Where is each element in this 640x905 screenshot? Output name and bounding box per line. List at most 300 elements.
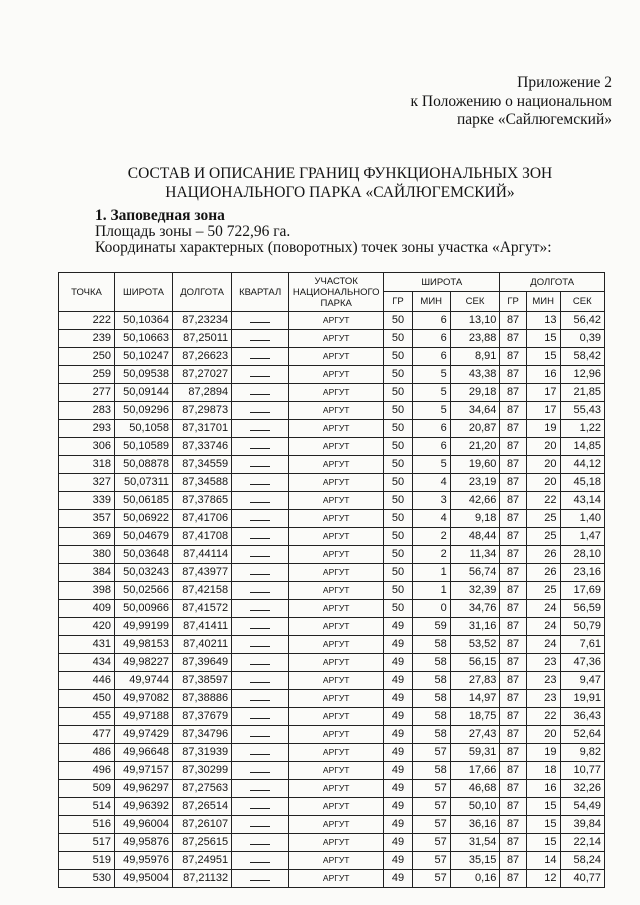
cell-lat-sec: 34,76 xyxy=(450,600,500,618)
cell-lat-sec: 56,74 xyxy=(450,564,500,582)
cell-lat-deg: 49 xyxy=(384,690,413,708)
cell-lon: 87,37865 xyxy=(173,492,232,510)
cell-lon-min: 23 xyxy=(526,690,560,708)
cell-lon-min: 16 xyxy=(526,780,560,798)
cell-lat-min: 58 xyxy=(412,690,450,708)
cell-park-section: АРГУТ xyxy=(289,510,384,528)
cell-lat-deg: 50 xyxy=(384,600,413,618)
cell-lon-sec: 1,40 xyxy=(560,510,604,528)
cell-quarter xyxy=(232,582,289,600)
dash-mark xyxy=(250,638,270,647)
cell-quarter xyxy=(232,708,289,726)
cell-lon: 87,24951 xyxy=(173,852,232,870)
table-row xyxy=(59,600,605,618)
cell-lon-min: 15 xyxy=(526,834,560,852)
cell-lat-sec: 11,34 xyxy=(450,546,500,564)
appendix-line-3: парке «Сайлюгемский» xyxy=(457,111,612,128)
cell-lat: 50,06922 xyxy=(114,510,172,528)
cell-quarter xyxy=(232,618,289,636)
cell-lon-min: 22 xyxy=(526,708,560,726)
cell-lon-sec: 23,16 xyxy=(560,564,604,582)
header-lat-group: ШИРОТА xyxy=(384,273,500,292)
cell-lat-sec: 27,83 xyxy=(450,672,500,690)
cell-lat-deg: 49 xyxy=(384,834,413,852)
cell-lat-min: 5 xyxy=(412,456,450,474)
cell-point: 516 xyxy=(59,816,115,834)
cell-lat-min: 57 xyxy=(412,834,450,852)
cell-park-section: АРГУТ xyxy=(289,852,384,870)
cell-lat-min: 57 xyxy=(412,744,450,762)
cell-point: 293 xyxy=(59,420,115,438)
cell-lon: 87,25011 xyxy=(173,330,232,348)
cell-lat-deg: 49 xyxy=(384,816,413,834)
cell-lat: 49,98153 xyxy=(114,636,172,654)
dash-mark xyxy=(250,314,270,323)
cell-lat-deg: 50 xyxy=(384,384,413,402)
cell-lon-sec: 14,85 xyxy=(560,438,604,456)
cell-lon-sec: 52,64 xyxy=(560,726,604,744)
cell-lat: 49,99199 xyxy=(114,618,172,636)
table-row xyxy=(59,366,605,384)
cell-park-section: АРГУТ xyxy=(289,816,384,834)
cell-lon-sec: 9,82 xyxy=(560,744,604,762)
cell-lat-min: 57 xyxy=(412,798,450,816)
header-lat-min: МИН xyxy=(412,292,450,312)
cell-lon-deg: 87 xyxy=(500,690,526,708)
cell-lon-sec: 50,79 xyxy=(560,618,604,636)
cell-point: 431 xyxy=(59,636,115,654)
cell-lat-deg: 49 xyxy=(384,672,413,690)
table-row xyxy=(59,456,605,474)
cell-lon-sec: 54,49 xyxy=(560,798,604,816)
cell-lon-sec: 19,91 xyxy=(560,690,604,708)
cell-quarter xyxy=(232,492,289,510)
cell-lon-sec: 40,77 xyxy=(560,870,604,888)
table-row xyxy=(59,528,605,546)
dash-mark xyxy=(250,512,270,521)
cell-park-section: АРГУТ xyxy=(289,798,384,816)
cell-park-section: АРГУТ xyxy=(289,492,384,510)
cell-lon-min: 22 xyxy=(526,492,560,510)
dash-mark xyxy=(250,440,270,449)
cell-lon-sec: 0,39 xyxy=(560,330,604,348)
cell-park-section: АРГУТ xyxy=(289,690,384,708)
section-reserve-zone xyxy=(95,208,552,256)
cell-lon-sec: 10,77 xyxy=(560,762,604,780)
cell-point: 509 xyxy=(59,780,115,798)
cell-lat-min: 6 xyxy=(412,312,450,330)
cell-lat-sec: 42,66 xyxy=(450,492,500,510)
cell-lat-min: 6 xyxy=(412,330,450,348)
cell-lat: 49,9744 xyxy=(114,672,172,690)
cell-lat: 50,04679 xyxy=(114,528,172,546)
cell-lat: 50,10247 xyxy=(114,348,172,366)
cell-quarter xyxy=(232,636,289,654)
cell-lat: 50,03648 xyxy=(114,546,172,564)
cell-quarter xyxy=(232,510,289,528)
cell-park-section: АРГУТ xyxy=(289,528,384,546)
cell-lat-sec: 8,91 xyxy=(450,348,500,366)
cell-lat: 49,95876 xyxy=(114,834,172,852)
cell-lat-sec: 23,19 xyxy=(450,474,500,492)
cell-quarter xyxy=(232,456,289,474)
cell-lon: 87,25615 xyxy=(173,834,232,852)
cell-lat-sec: 43,38 xyxy=(450,366,500,384)
cell-lon-deg: 87 xyxy=(500,456,526,474)
cell-lat: 49,96297 xyxy=(114,780,172,798)
cell-lon-sec: 17,69 xyxy=(560,582,604,600)
cell-point: 250 xyxy=(59,348,115,366)
cell-quarter xyxy=(232,852,289,870)
dash-mark xyxy=(250,764,270,773)
cell-lon: 87,27027 xyxy=(173,366,232,384)
cell-point: 327 xyxy=(59,474,115,492)
cell-lon-sec: 44,12 xyxy=(560,456,604,474)
cell-point: 409 xyxy=(59,600,115,618)
dash-mark xyxy=(250,854,270,863)
cell-lat-deg: 50 xyxy=(384,456,413,474)
cell-point: 420 xyxy=(59,618,115,636)
cell-lat-deg: 49 xyxy=(384,870,413,888)
cell-point: 357 xyxy=(59,510,115,528)
cell-park-section: АРГУТ xyxy=(289,744,384,762)
cell-park-section: АРГУТ xyxy=(289,834,384,852)
cell-lat-deg: 49 xyxy=(384,852,413,870)
cell-lon-min: 18 xyxy=(526,762,560,780)
cell-lat: 50,10663 xyxy=(114,330,172,348)
cell-lat-deg: 50 xyxy=(384,474,413,492)
cell-lon-deg: 87 xyxy=(500,474,526,492)
cell-lon-min: 19 xyxy=(526,420,560,438)
cell-lon: 87,27563 xyxy=(173,780,232,798)
dash-mark xyxy=(250,602,270,611)
cell-lat-deg: 50 xyxy=(384,510,413,528)
cell-lat-min: 57 xyxy=(412,780,450,798)
cell-point: 306 xyxy=(59,438,115,456)
cell-lat-sec: 9,18 xyxy=(450,510,500,528)
cell-lat: 49,96392 xyxy=(114,798,172,816)
cell-lon-deg: 87 xyxy=(500,636,526,654)
cell-lat-min: 6 xyxy=(412,420,450,438)
cell-lon-sec: 36,43 xyxy=(560,708,604,726)
cell-point: 519 xyxy=(59,852,115,870)
cell-lat-min: 6 xyxy=(412,438,450,456)
cell-park-section: АРГУТ xyxy=(289,870,384,888)
cell-lat-min: 2 xyxy=(412,528,450,546)
header-lon-group: ДОЛГОТА xyxy=(500,273,605,292)
cell-lat-min: 58 xyxy=(412,654,450,672)
cell-lat-deg: 49 xyxy=(384,780,413,798)
appendix-line-1: Приложение 2 xyxy=(517,74,612,91)
table-row xyxy=(59,402,605,420)
cell-lat-deg: 50 xyxy=(384,438,413,456)
cell-lat: 50,03243 xyxy=(114,564,172,582)
cell-lon: 87,43977 xyxy=(173,564,232,582)
cell-park-section: АРГУТ xyxy=(289,618,384,636)
cell-lat-sec: 46,68 xyxy=(450,780,500,798)
cell-point: 380 xyxy=(59,546,115,564)
cell-lat-deg: 50 xyxy=(384,312,413,330)
cell-lat-deg: 49 xyxy=(384,744,413,762)
cell-lon-deg: 87 xyxy=(500,330,526,348)
header-lon: ДОЛГОТА xyxy=(173,273,232,312)
cell-lat: 49,96004 xyxy=(114,816,172,834)
dash-mark xyxy=(250,422,270,431)
cell-lat-deg: 50 xyxy=(384,366,413,384)
cell-lat-min: 1 xyxy=(412,582,450,600)
cell-quarter xyxy=(232,366,289,384)
cell-point: 450 xyxy=(59,690,115,708)
cell-lon-min: 17 xyxy=(526,402,560,420)
cell-lon-deg: 87 xyxy=(500,726,526,744)
cell-lat-sec: 53,52 xyxy=(450,636,500,654)
cell-lat-sec: 48,44 xyxy=(450,528,500,546)
cell-park-section: АРГУТ xyxy=(289,438,384,456)
cell-lon: 87,33746 xyxy=(173,438,232,456)
table-row xyxy=(59,330,605,348)
cell-lat-sec: 0,16 xyxy=(450,870,500,888)
cell-lat-deg: 50 xyxy=(384,402,413,420)
cell-point: 434 xyxy=(59,654,115,672)
cell-lon: 87,23234 xyxy=(173,312,232,330)
cell-lon: 87,26107 xyxy=(173,816,232,834)
cell-lat-min: 58 xyxy=(412,672,450,690)
cell-lon-deg: 87 xyxy=(500,546,526,564)
cell-lat-sec: 17,66 xyxy=(450,762,500,780)
cell-quarter xyxy=(232,816,289,834)
cell-lon-deg: 87 xyxy=(500,780,526,798)
cell-lat-deg: 50 xyxy=(384,330,413,348)
cell-lon-min: 15 xyxy=(526,816,560,834)
cell-lon-deg: 87 xyxy=(500,834,526,852)
cell-park-section: АРГУТ xyxy=(289,708,384,726)
table-row xyxy=(59,708,605,726)
cell-lat: 49,95004 xyxy=(114,870,172,888)
cell-lat-deg: 49 xyxy=(384,726,413,744)
cell-lon-deg: 87 xyxy=(500,564,526,582)
cell-lat-min: 58 xyxy=(412,708,450,726)
header-lat-deg: ГР xyxy=(384,292,413,312)
dash-mark xyxy=(250,386,270,395)
cell-point: 486 xyxy=(59,744,115,762)
header-lon-sec: СЕК xyxy=(560,292,604,312)
cell-lat-sec: 35,15 xyxy=(450,852,500,870)
dash-mark xyxy=(250,530,270,539)
cell-lon-deg: 87 xyxy=(500,600,526,618)
cell-lon-min: 20 xyxy=(526,438,560,456)
cell-lon-sec: 58,24 xyxy=(560,852,604,870)
cell-quarter xyxy=(232,438,289,456)
dash-mark xyxy=(250,620,270,629)
cell-lat: 50,09538 xyxy=(114,366,172,384)
table-row xyxy=(59,816,605,834)
cell-lat-sec: 36,16 xyxy=(450,816,500,834)
cell-lat-min: 57 xyxy=(412,816,450,834)
cell-lat-min: 57 xyxy=(412,870,450,888)
cell-park-section: АРГУТ xyxy=(289,654,384,672)
cell-lon-deg: 87 xyxy=(500,366,526,384)
cell-lon: 87,41572 xyxy=(173,600,232,618)
dash-mark xyxy=(250,584,270,593)
cell-lon: 87,26623 xyxy=(173,348,232,366)
cell-quarter xyxy=(232,348,289,366)
cell-lon-sec: 9,47 xyxy=(560,672,604,690)
cell-lon-sec: 47,36 xyxy=(560,654,604,672)
cell-lat: 50,00966 xyxy=(114,600,172,618)
cell-lon-sec: 45,18 xyxy=(560,474,604,492)
table-row xyxy=(59,546,605,564)
table-row xyxy=(59,438,605,456)
cell-lat-deg: 49 xyxy=(384,708,413,726)
cell-park-section: АРГУТ xyxy=(289,780,384,798)
cell-lon: 87,29873 xyxy=(173,402,232,420)
cell-lon-deg: 87 xyxy=(500,744,526,762)
cell-park-section: АРГУТ xyxy=(289,564,384,582)
cell-lon-min: 26 xyxy=(526,564,560,582)
appendix-line-2: к Положению о национальном xyxy=(410,92,612,110)
cell-lat-deg: 49 xyxy=(384,636,413,654)
cell-point: 283 xyxy=(59,402,115,420)
cell-lon-deg: 87 xyxy=(500,582,526,600)
cell-lat-deg: 49 xyxy=(384,654,413,672)
cell-lon-min: 24 xyxy=(526,636,560,654)
cell-lon-min: 19 xyxy=(526,744,560,762)
dash-mark xyxy=(250,566,270,575)
cell-lat: 50,09144 xyxy=(114,384,172,402)
table-row xyxy=(59,744,605,762)
cell-lat-sec: 21,20 xyxy=(450,438,500,456)
cell-point: 398 xyxy=(59,582,115,600)
table-row xyxy=(59,798,605,816)
table-row xyxy=(59,474,605,492)
cell-lon: 87,44114 xyxy=(173,546,232,564)
cell-lon: 87,41708 xyxy=(173,528,232,546)
cell-lon-sec: 43,14 xyxy=(560,492,604,510)
cell-lat-sec: 32,39 xyxy=(450,582,500,600)
table-row xyxy=(59,654,605,672)
cell-lat-deg: 49 xyxy=(384,798,413,816)
cell-lat: 49,97429 xyxy=(114,726,172,744)
cell-lat-sec: 50,10 xyxy=(450,798,500,816)
dash-mark xyxy=(250,836,270,845)
cell-lat-sec: 56,15 xyxy=(450,654,500,672)
cell-quarter xyxy=(232,744,289,762)
cell-lat: 50,07311 xyxy=(114,474,172,492)
cell-point: 369 xyxy=(59,528,115,546)
cell-lat-sec: 19,60 xyxy=(450,456,500,474)
cell-lat-min: 59 xyxy=(412,618,450,636)
table-row xyxy=(59,834,605,852)
cell-lon-deg: 87 xyxy=(500,870,526,888)
cell-park-section: АРГУТ xyxy=(289,636,384,654)
cell-quarter xyxy=(232,726,289,744)
table-row xyxy=(59,384,605,402)
cell-lon-min: 23 xyxy=(526,672,560,690)
table-row xyxy=(59,726,605,744)
dash-mark xyxy=(250,476,270,485)
cell-lat: 50,10364 xyxy=(114,312,172,330)
cell-park-section: АРГУТ xyxy=(289,330,384,348)
cell-lon-min: 26 xyxy=(526,546,560,564)
cell-point: 239 xyxy=(59,330,115,348)
cell-point: 517 xyxy=(59,834,115,852)
cell-park-section: АРГУТ xyxy=(289,600,384,618)
cell-lat-sec: 31,16 xyxy=(450,618,500,636)
cell-lat-deg: 49 xyxy=(384,762,413,780)
cell-lon-min: 13 xyxy=(526,312,560,330)
cell-quarter xyxy=(232,384,289,402)
dash-mark xyxy=(250,674,270,683)
title-line-1: СОСТАВ И ОПИСАНИЕ ГРАНИЦ ФУНКЦИОНАЛЬНЫХ ЗОН xyxy=(127,165,553,182)
cell-lon-min: 15 xyxy=(526,798,560,816)
dash-mark xyxy=(250,404,270,413)
cell-lat-sec: 31,54 xyxy=(450,834,500,852)
cell-point: 384 xyxy=(59,564,115,582)
cell-park-section: АРГУТ xyxy=(289,726,384,744)
cell-point: 318 xyxy=(59,456,115,474)
cell-quarter xyxy=(232,402,289,420)
cell-point: 277 xyxy=(59,384,115,402)
cell-point: 455 xyxy=(59,708,115,726)
cell-quarter xyxy=(232,870,289,888)
cell-lon-deg: 87 xyxy=(500,384,526,402)
cell-park-section: АРГУТ xyxy=(289,384,384,402)
cell-lon-min: 12 xyxy=(526,870,560,888)
table-row xyxy=(59,312,605,330)
cell-quarter xyxy=(232,654,289,672)
cell-point: 222 xyxy=(59,312,115,330)
table-row xyxy=(59,762,605,780)
cell-lat: 49,95976 xyxy=(114,852,172,870)
cell-lon-sec: 56,42 xyxy=(560,312,604,330)
cell-lat-min: 58 xyxy=(412,726,450,744)
cell-lat-min: 2 xyxy=(412,546,450,564)
cell-lon: 87,38886 xyxy=(173,690,232,708)
cell-quarter xyxy=(232,312,289,330)
cell-park-section: АРГУТ xyxy=(289,456,384,474)
cell-lat-deg: 50 xyxy=(384,546,413,564)
cell-lat: 50,08878 xyxy=(114,456,172,474)
cell-lat-sec: 20,87 xyxy=(450,420,500,438)
title-line-2: НАЦИОНАЛЬНОГО ПАРКА «САЙЛЮГЕМСКИЙ» xyxy=(165,184,515,201)
cell-lat: 50,02566 xyxy=(114,582,172,600)
section-heading: 1. Заповедная зона xyxy=(95,207,225,224)
cell-lon: 87,31701 xyxy=(173,420,232,438)
zone-area: Площадь зоны – 50 722,96 га. xyxy=(95,223,291,240)
cell-lat-sec: 59,31 xyxy=(450,744,500,762)
header-lat-sec: СЕК xyxy=(450,292,500,312)
cell-lon: 87,34559 xyxy=(173,456,232,474)
cell-park-section: АРГУТ xyxy=(289,474,384,492)
cell-lon-deg: 87 xyxy=(500,708,526,726)
cell-park-section: АРГУТ xyxy=(289,312,384,330)
cell-lon-sec: 28,10 xyxy=(560,546,604,564)
cell-lon-min: 20 xyxy=(526,474,560,492)
cell-lat-sec: 14,97 xyxy=(450,690,500,708)
cell-lat-min: 0 xyxy=(412,600,450,618)
cell-lon-sec: 12,96 xyxy=(560,366,604,384)
appendix-header xyxy=(411,74,613,130)
cell-lat-min: 5 xyxy=(412,402,450,420)
cell-lon-min: 20 xyxy=(526,726,560,744)
header-point: ТОЧКА xyxy=(59,273,115,312)
cell-quarter xyxy=(232,690,289,708)
cell-lon: 87,41706 xyxy=(173,510,232,528)
table-row xyxy=(59,492,605,510)
table-row xyxy=(59,672,605,690)
cell-lon-deg: 87 xyxy=(500,402,526,420)
cell-lat-sec: 34,64 xyxy=(450,402,500,420)
